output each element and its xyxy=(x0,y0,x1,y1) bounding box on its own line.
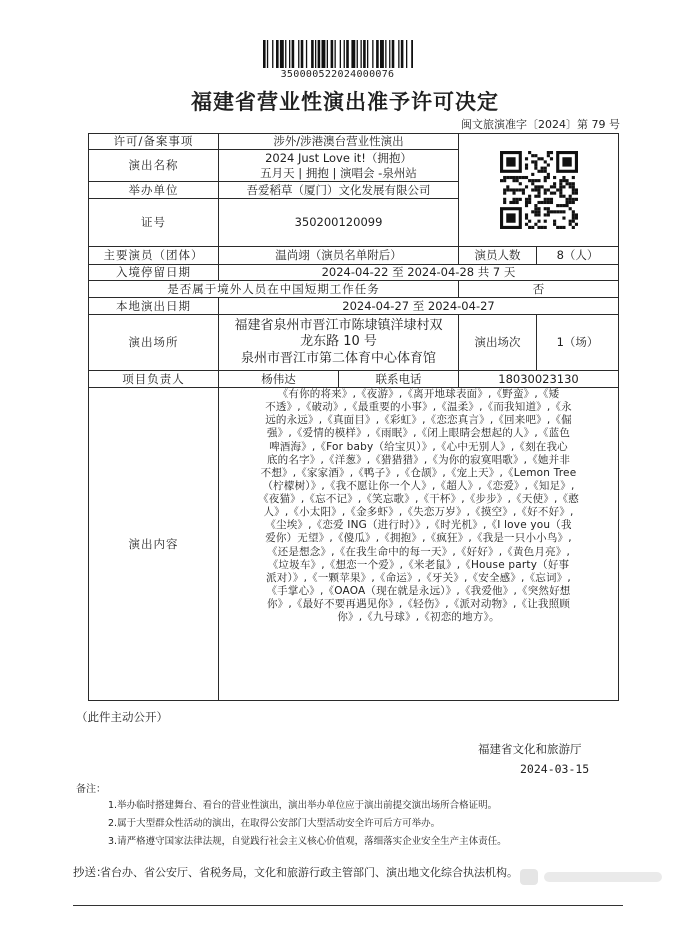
content-line: 强》,《爱情的模样》,《雨眠》,《闭上眼睛会想起的人》,《蓝色 xyxy=(266,427,571,440)
show-name-line1: 2024 Just Love it!（拥抱） xyxy=(265,151,412,166)
organizer-label: 举办单位 xyxy=(89,182,219,199)
watermark xyxy=(520,866,670,888)
content-line: 《垃圾车》,《想恋一个爱》,《米老鼠》,《House party（好事 xyxy=(267,558,570,571)
manager-value: 杨伟达 xyxy=(219,371,339,388)
content-line: 不想》,《家家酒》,《鸭子》,《仓颉》,《宠上天》,《Lemon Tree xyxy=(260,466,577,479)
venue-line1: 福建省泉州市晋江市陈埭镇洋埭村双 xyxy=(234,318,443,334)
issuer: 福建省文化和旅游厅 xyxy=(478,742,582,756)
row-license-type xyxy=(89,134,619,150)
row-manager xyxy=(89,371,619,388)
content-line: 你》,《最好不要再遇见你》,《轻伤》,《派对动物》,《让我照顾 xyxy=(266,598,571,610)
show-name-label: 演出名称 xyxy=(89,150,219,182)
cc-text: 省台办、省公安厅、省税务局，文化和旅游行政主管部门、演出地文化综合执法机构。 xyxy=(100,866,518,879)
note-2: 2.属于大型群众性活动的演出，在取得公安部门大型活动安全许可后方可举办。 xyxy=(108,818,441,829)
content-line: 《有你的将来》,《夜游》,《离开地球表面》,《野蛮》,《矮 xyxy=(277,388,560,400)
content-line: 人》,《小太阳》,《金多虾》,《失恋万岁》,《摸空》,《好不好》, xyxy=(263,506,574,519)
note-1: 1.举办临时搭建舞台、看台的营业性演出，演出举办单位应于演出前提交演出场所合格证明。 xyxy=(108,800,498,811)
phone-value: 18030023130 xyxy=(459,371,619,388)
stay-dates-label: 入境停留日期 xyxy=(89,265,219,281)
public-note: （此件主动公开） xyxy=(76,710,168,724)
venue-label: 演出场所 xyxy=(89,315,219,371)
main-performer-label: 主要演员（团体） xyxy=(89,247,219,265)
content-line: 你》,《九号球》,《初恋的地方》。 xyxy=(337,611,500,624)
qr-code xyxy=(500,151,578,229)
main-performer-value: 温尚翊（演员名单附后） xyxy=(219,247,459,265)
barcode-number: 350000522024000076 xyxy=(280,69,395,80)
qr-code-cell xyxy=(459,134,619,247)
short-term-work-label: 是否属于境外人员在中国短期工作任务 xyxy=(89,281,459,298)
row-main-performer xyxy=(89,247,619,265)
row-short-term-work xyxy=(89,281,619,298)
performer-count-label: 演员人数 xyxy=(459,247,537,265)
license-table xyxy=(88,133,619,701)
stay-dates-value: 2024-04-22 至 2024-04-28 共 7 天 xyxy=(219,265,619,281)
content-line: 《夜猫》,《忘不记》,《笑忘歌》,《干杯》,《步步》,《天使》,《憨 xyxy=(258,493,579,505)
document-title: 福建省营业性演出准予许可决定 xyxy=(191,90,499,114)
content-line: 远的永远》,《真面目》,《彩虹》,《恋恋真言》,《回来吧》,《倔 xyxy=(265,414,572,427)
issue-date: 2024-03-15 xyxy=(520,762,590,776)
cc-label: 抄送： xyxy=(73,865,108,879)
phone-label: 联系电话 xyxy=(339,371,459,388)
content-line: （柠檬树）》,《我不愿让你一个人》,《超人》,《恋爱》,《知足》, xyxy=(262,479,575,492)
license-type-label: 许可/备案事项 xyxy=(89,134,219,150)
row-venue xyxy=(89,315,619,371)
content-line: 《手掌心》,《OAOA（现在就是永远）》,《我爱他》,《突然好想 xyxy=(266,584,571,597)
local-dates-label: 本地演出日期 xyxy=(89,298,219,315)
row-content xyxy=(89,388,619,701)
row-local-dates xyxy=(89,298,619,315)
content-line: 《还是想念》,《在我生命中的每一天》,《好好》,《黄色月亮》, xyxy=(266,545,571,558)
venue-line2: 龙东路 10 号 xyxy=(300,334,377,350)
content-line: 啤酒海》,《For baby（给宝贝）》,《心中无别人》,《刻在我心 xyxy=(269,440,568,453)
row-stay-dates xyxy=(89,265,619,281)
manager-label: 项目负责人 xyxy=(89,371,219,388)
content-line: 《尘埃》,《恋爱 ING（进行时）》,《时光机》,《I love you（我 xyxy=(265,519,572,532)
content-label: 演出内容 xyxy=(89,388,219,701)
note-3: 3.请严格遵守国家法律法规，自觉践行社会主义核心价值观，落细落实企业安全生产主体责任。 xyxy=(108,836,507,847)
notes-title: 备注： xyxy=(76,784,106,795)
license-no-value: 350200120099 xyxy=(219,199,459,247)
license-no-label: 证号 xyxy=(89,199,219,247)
content-cell xyxy=(219,388,619,701)
content-line: 爱你）无望》,《傻瓜》,《拥抱》,《疯狂》,《我是一只小小鸟》, xyxy=(265,532,572,545)
performer-count-value: 8（人） xyxy=(537,247,619,265)
document-number: 闽文旅演准字〔2024〕第 79 号 xyxy=(461,118,620,131)
show-name-line2: 五月天 | 拥抱 | 演唱会 -泉州站 xyxy=(260,165,417,180)
barcode xyxy=(263,40,413,68)
license-type-value: 涉外/涉港澳台营业性演出 xyxy=(219,134,459,150)
venue-line3: 泉州市晋江市第二体育中心体育馆 xyxy=(240,350,436,366)
content-line: 派对）》,《一颗苹果》,《命运》,《牙关》,《安全感》,《忘词》, xyxy=(266,571,571,584)
content-line: 不透》,《破动》,《最重要的小事》,《温柔》,《而我知道》,《永 xyxy=(265,401,572,414)
organizer-value: 吾爱稻草（厦门）文化发展有限公司 xyxy=(219,182,459,199)
content-line: 底的名字》,《洋葱》,《猎猎猎》,《为你的寂寞唱歌》,《她并非 xyxy=(266,453,571,466)
local-dates-value: 2024-04-27 至 2024-04-27 xyxy=(219,298,619,315)
divider xyxy=(73,905,623,906)
sessions-label: 演出场次 xyxy=(459,315,537,371)
sessions-value: 1（场） xyxy=(537,315,619,371)
short-term-work-value: 否 xyxy=(459,281,619,298)
